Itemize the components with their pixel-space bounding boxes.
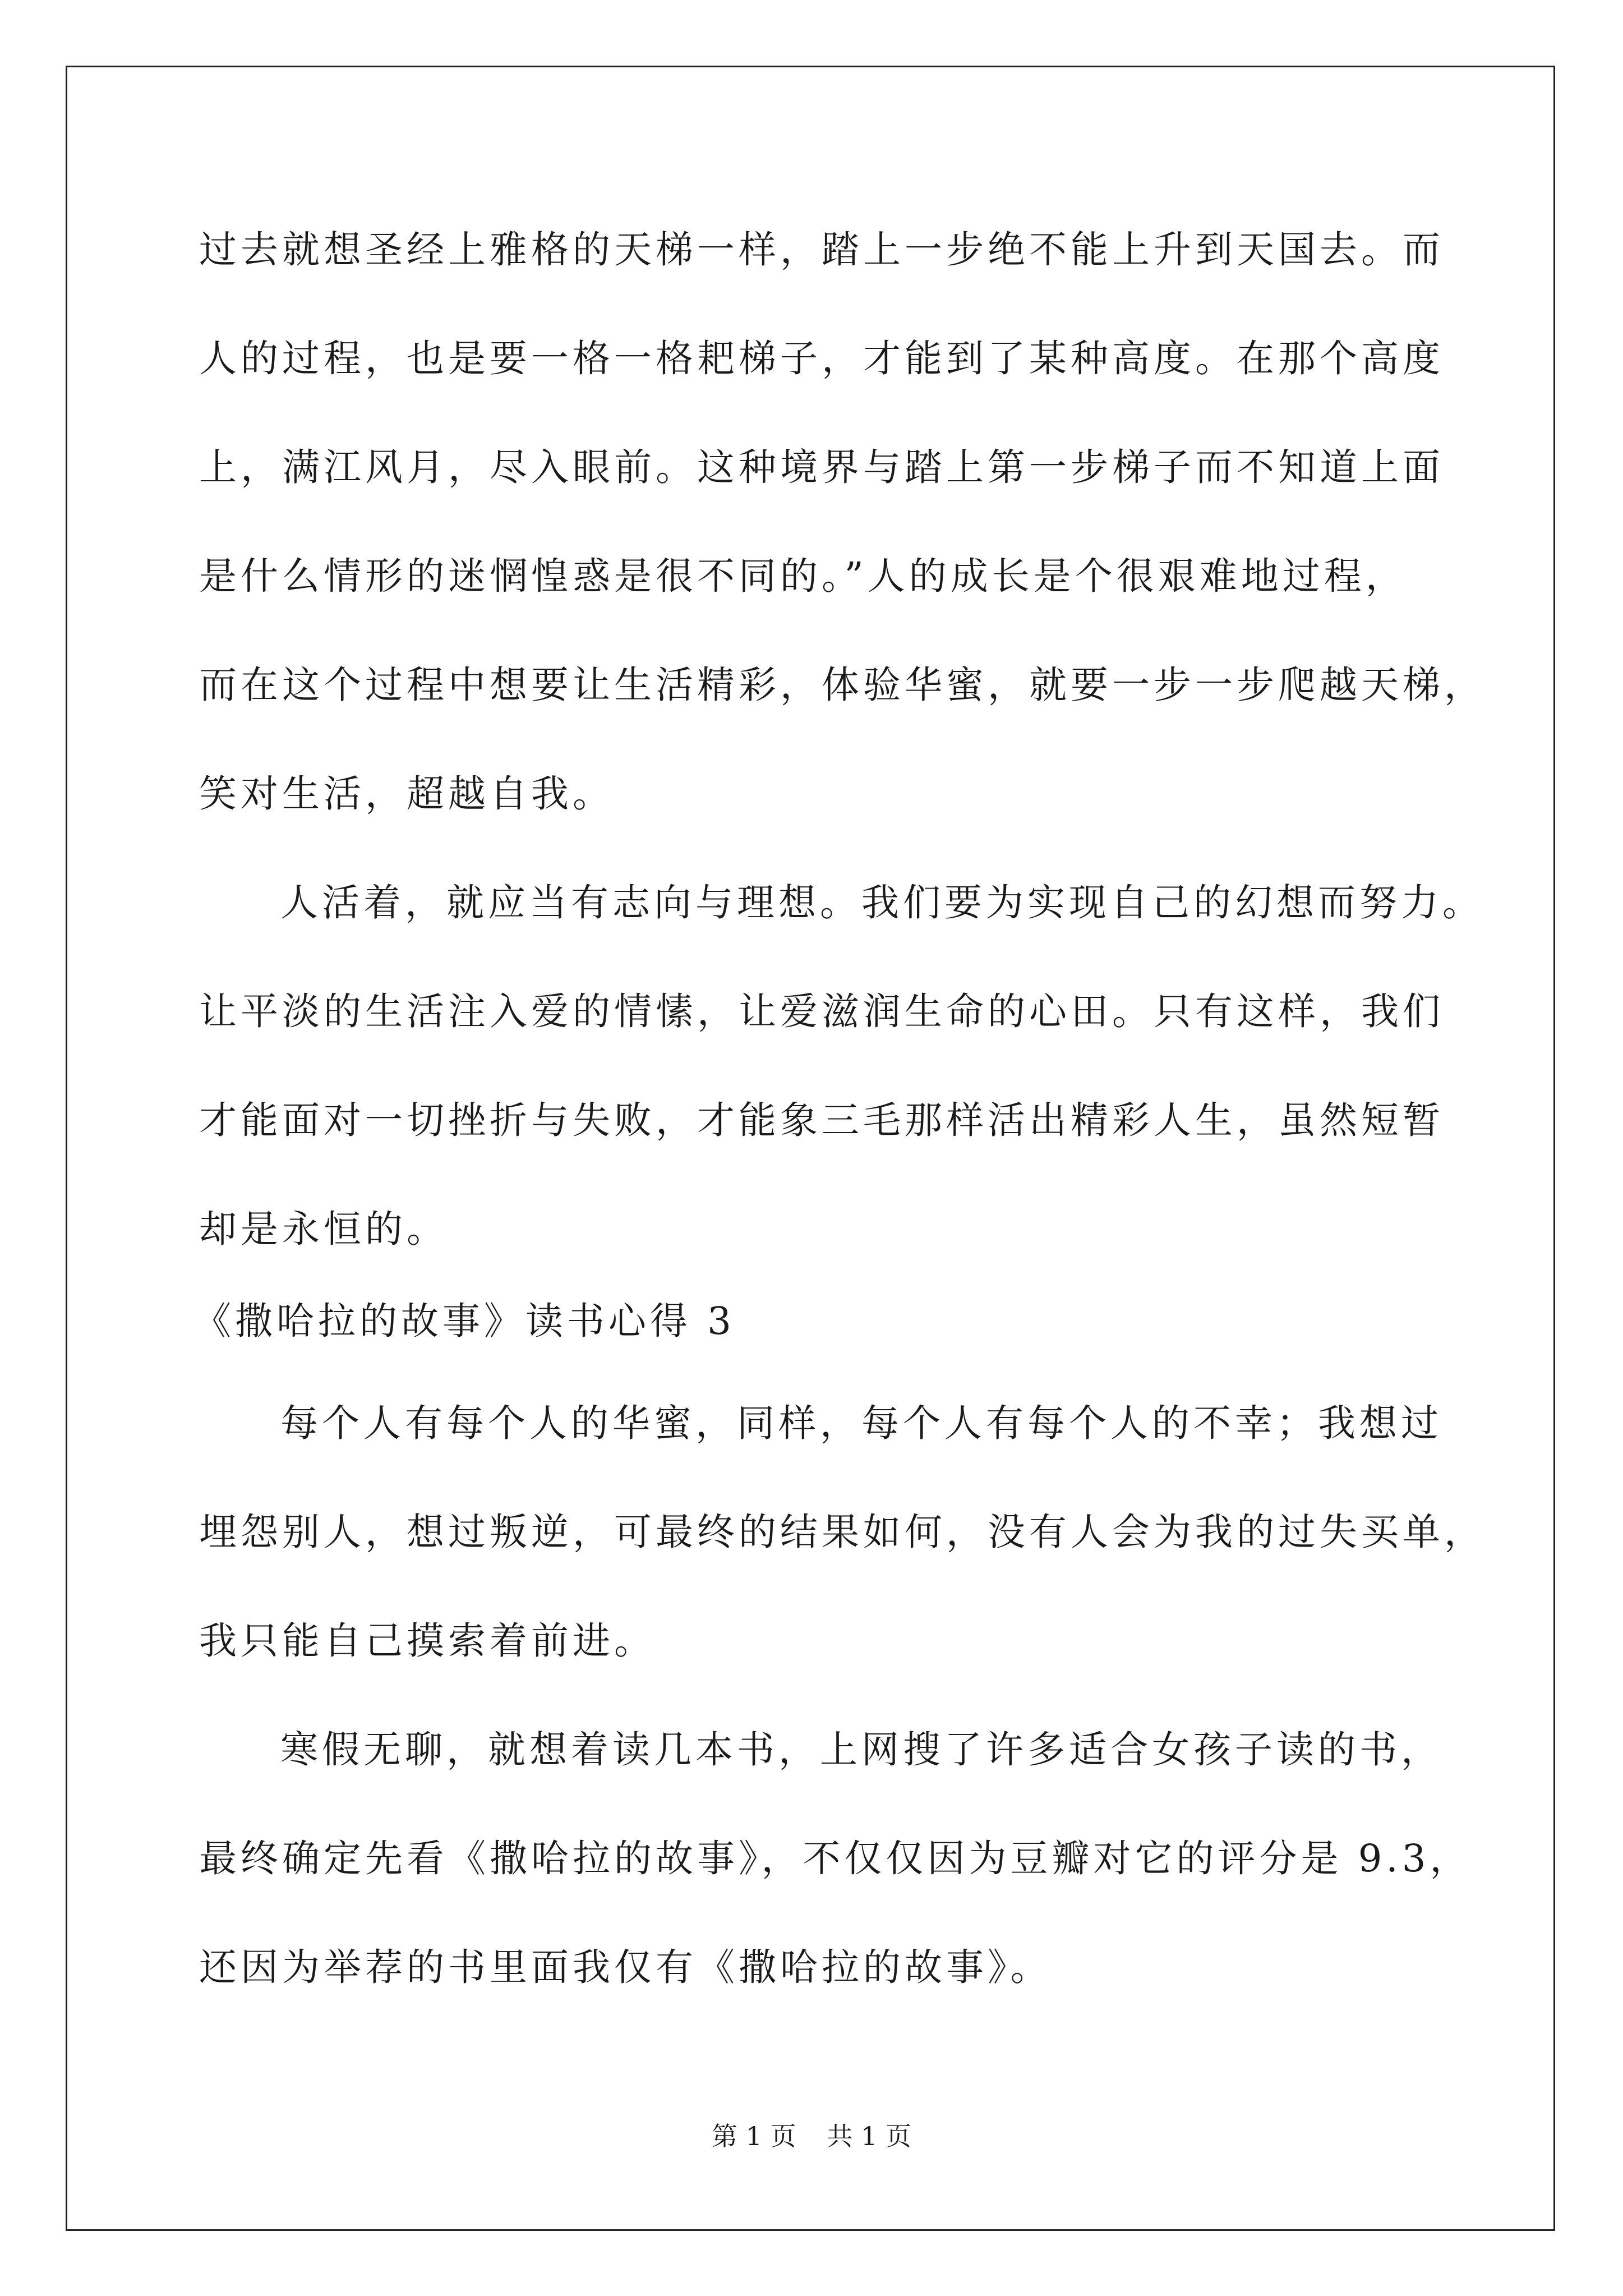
page-border: [66, 66, 1555, 2231]
paragraph-4-line-2: 最终确定先看《撒哈拉的故事》，不仅仅因为豆瓣对它的评分是 9.3，: [199, 1837, 1472, 1880]
paragraph-4-line-3: 还因为举荐的书里面我仅有《撒哈拉的故事》。: [199, 1945, 1052, 1989]
paragraph-2-line-3: 才能面对一切挫折与失败，才能象三毛那样活出精彩人生，虽然短暂: [199, 1098, 1444, 1142]
paragraph-3-line-3: 我只能自己摸索着前进。: [199, 1619, 656, 1663]
paragraph-2-line-4: 却是永恒的。: [199, 1207, 448, 1251]
paragraph-4-line-1: 寒假无聊，就想着读几本书，上网搜了许多适合女孩子读的书，: [280, 1728, 1442, 1772]
section-heading: 《撒哈拉的故事》读书心得 3: [193, 1299, 735, 1343]
paragraph-2-line-1: 人活着，就应当有志向与理想。我们要为实现自己的幻想而努力。: [280, 881, 1484, 924]
paragraph-1-line-3: 上，满江风月，尽入眼前。这种境界与踏上第一步梯子而不知道上面: [199, 445, 1444, 489]
paragraph-3-line-1: 每个人有每个人的华蜜，同样，每个人有每个人的不幸；我想过: [280, 1401, 1442, 1445]
paragraph-1-line-2: 人的过程，也是要一格一格耙梯子，才能到了某种高度。在那个高度: [199, 337, 1444, 380]
paragraph-2-line-2: 让平淡的生活注入爱的情愫，让爱滋润生命的心田。只有这样，我们: [199, 990, 1444, 1033]
paragraph-1-line-5: 而在这个过程中想要让生活精彩，体验华蜜，就要一步一步爬越天梯，: [199, 663, 1486, 707]
paragraph-3-line-2: 埋怨别人，想过叛逆，可最终的结果如何，没有人会为我的过失买单，: [199, 1510, 1486, 1554]
paragraph-1-line-1: 过去就想圣经上雅格的天梯一样，踏上一步绝不能上升到天国去。而: [199, 228, 1444, 272]
page-footer: [0, 2119, 1623, 2153]
paragraph-1-line-4: 是什么情形的迷惘惶惑是很不同的。”人的成长是个很艰难地过程，: [199, 554, 1407, 598]
page-number-total: 共 1 页: [827, 2121, 912, 2151]
paragraph-1-line-6: 笑对生活，超越自我。: [199, 772, 614, 816]
page-number-current: 第 1 页: [711, 2121, 796, 2151]
